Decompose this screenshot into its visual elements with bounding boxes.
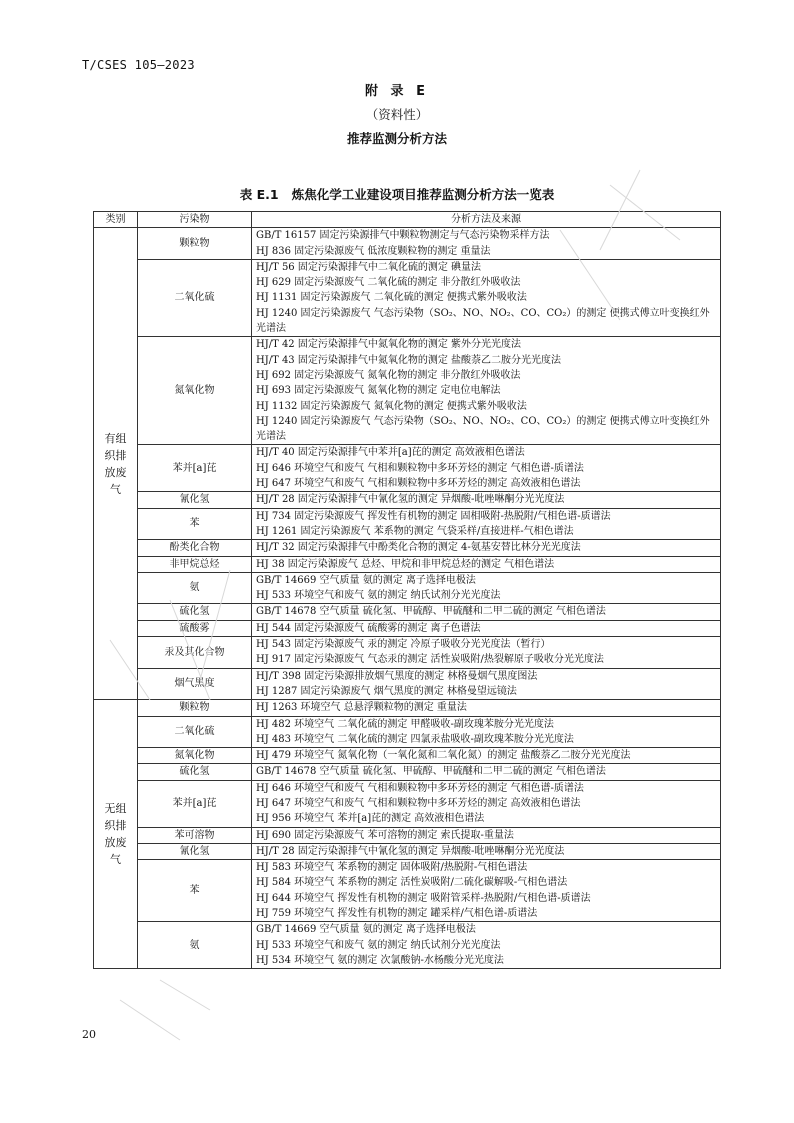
method-line: GB/T 14669 空气质量 氨的测定 离子选择电极法 bbox=[256, 924, 476, 936]
method-line: HJ 584 环境空气 苯系物的测定 活性炭吸附/二硫化碳解吸-气相色谱法 bbox=[256, 877, 568, 889]
table-row bbox=[94, 259, 721, 336]
method-cell bbox=[252, 604, 721, 620]
pollutant-cell: 氨 bbox=[138, 922, 252, 969]
method-line: HJ 479 环境空气 氮氧化物（一氧化氮和二氧化氮）的测定 盐酸萘乙二胺分光光度法 bbox=[256, 750, 631, 762]
method-cell bbox=[252, 445, 721, 492]
table-row bbox=[94, 228, 721, 260]
method-line: HJ 1240 固定污染源废气 气态污染物（SO₂、NO、NO₂、CO、CO₂）的测定 便携式傅立叶变换红外光谱法 bbox=[256, 415, 710, 443]
table-row bbox=[94, 556, 721, 572]
table-row bbox=[94, 637, 721, 669]
method-line: HJ 759 环境空气 挥发性有机物的测定 罐采样/气相色谱-质谱法 bbox=[256, 908, 538, 920]
category-cell bbox=[94, 700, 138, 969]
table-row bbox=[94, 827, 721, 843]
method-cell bbox=[252, 492, 721, 508]
category-label: 有组织排放废气 bbox=[104, 431, 127, 496]
method-line: HJ/T 42 固定污染源排气中氮氧化物的测定 紫外分光光度法 bbox=[256, 339, 522, 351]
method-line: GB/T 14678 空气质量 硫化氢、甲硫醇、甲硫醚和二甲二硫的测定 气相色谱法 bbox=[256, 606, 606, 618]
table-row bbox=[94, 843, 721, 859]
pollutant-cell: 苯 bbox=[138, 508, 252, 540]
method-cell bbox=[252, 716, 721, 748]
method-line: HJ 1132 固定污染源废气 氮氧化物的测定 便携式紫外吸收法 bbox=[256, 400, 527, 412]
method-line: HJ 646 环境空气和废气 气相和颗粒物中多环芳烃的测定 气相色谱-质谱法 bbox=[256, 462, 584, 474]
pollutant-cell: 二氧化硫 bbox=[138, 716, 252, 748]
method-line: HJ 647 环境空气和废气 气相和颗粒物中多环芳烃的测定 高效液相色谱法 bbox=[256, 797, 581, 809]
table-row bbox=[94, 445, 721, 492]
method-line: HJ/T 56 固定污染源排气中二氧化硫的测定 碘量法 bbox=[256, 261, 482, 273]
table-header-row bbox=[94, 212, 721, 228]
table-caption-title: 炼焦化学工业建设项目推荐监测分析方法一览表 bbox=[291, 187, 555, 202]
table-row bbox=[94, 764, 721, 780]
methods-table bbox=[93, 211, 721, 969]
method-cell bbox=[252, 572, 721, 604]
pollutant-cell: 二氧化硫 bbox=[138, 259, 252, 336]
method-cell bbox=[252, 922, 721, 969]
method-line: HJ 693 固定污染源废气 氮氧化物的测定 定电位电解法 bbox=[256, 385, 501, 397]
pollutant-cell: 硫化氢 bbox=[138, 604, 252, 620]
method-cell bbox=[252, 748, 721, 764]
table-row bbox=[94, 508, 721, 540]
pollutant-cell: 氰化氢 bbox=[138, 843, 252, 859]
method-line: HJ 1287 固定污染源废气 烟气黑度的测定 林格曼望远镜法 bbox=[256, 685, 517, 697]
method-line: HJ/T 43 固定污染源排气中氮氧化物的测定 盐酸萘乙二胺分光光度法 bbox=[256, 354, 562, 366]
method-line: HJ 483 环境空气 二氧化硫的测定 四氯汞盐吸收-副玫瑰苯胺分光光度法 bbox=[256, 733, 574, 745]
method-line: HJ 956 环境空气 苯并[a]芘的测定 高效液相色谱法 bbox=[256, 813, 485, 825]
pollutant-cell: 氮氧化物 bbox=[138, 748, 252, 764]
method-line: HJ 583 环境空气 苯系物的测定 固体吸附/热脱附-气相色谱法 bbox=[256, 862, 528, 874]
method-line: GB/T 14678 空气质量 硫化氢、甲硫醇、甲硫醚和二甲二硫的测定 气相色谱法 bbox=[256, 766, 606, 778]
method-cell bbox=[252, 620, 721, 636]
method-line: HJ/T 28 固定污染源排气中氰化氢的测定 异烟酸-吡唑啉酮分光光度法 bbox=[256, 494, 565, 506]
method-line: HJ 836 固定污染源废气 低浓度颗粒物的测定 重量法 bbox=[256, 245, 491, 257]
method-cell bbox=[252, 827, 721, 843]
method-cell bbox=[252, 556, 721, 572]
method-cell bbox=[252, 259, 721, 336]
method-cell bbox=[252, 843, 721, 859]
pollutant-cell: 非甲烷总烃 bbox=[138, 556, 252, 572]
table-caption bbox=[0, 185, 794, 203]
method-line: HJ 644 环境空气 挥发性有机物的测定 吸附管采样-热脱附/气相色谱-质谱法 bbox=[256, 892, 591, 904]
table-row bbox=[94, 337, 721, 445]
method-line: HJ 647 环境空气和废气 气相和颗粒物中多环芳烃的测定 高效液相色谱法 bbox=[256, 478, 581, 490]
table-row bbox=[94, 604, 721, 620]
pollutant-cell: 氰化氢 bbox=[138, 492, 252, 508]
pollutant-cell: 氮氧化物 bbox=[138, 337, 252, 445]
table-body bbox=[94, 228, 721, 969]
table-row bbox=[94, 700, 721, 716]
method-cell bbox=[252, 228, 721, 260]
pollutant-cell: 酚类化合物 bbox=[138, 540, 252, 556]
method-line: HJ 1131 固定污染源废气 二氧化硫的测定 便携式紫外吸收法 bbox=[256, 292, 527, 304]
method-line: HJ 692 固定污染源废气 氮氧化物的测定 非分散红外吸收法 bbox=[256, 369, 521, 381]
table-row bbox=[94, 748, 721, 764]
method-line: HJ 38 固定污染源废气 总烃、甲烷和非甲烷总烃的测定 气相色谱法 bbox=[256, 558, 555, 570]
method-cell bbox=[252, 700, 721, 716]
pollutant-cell: 硫酸雾 bbox=[138, 620, 252, 636]
pollutant-cell: 汞及其化合物 bbox=[138, 637, 252, 669]
table-row bbox=[94, 668, 721, 700]
method-line: HJ 734 固定污染源废气 挥发性有机物的测定 固相吸附-热脱附/气相色谱-质谱法 bbox=[256, 510, 611, 522]
method-line: HJ 1261 固定污染源废气 苯系物的测定 气袋采样/直接进样-气相色谱法 bbox=[256, 525, 574, 537]
document-code: T/CSES 105—2023 bbox=[82, 58, 195, 72]
method-line: HJ 482 环境空气 二氧化硫的测定 甲醛吸收-副玫瑰苯胺分光光度法 bbox=[256, 718, 554, 730]
appendix-name: 推荐监测分析方法 bbox=[346, 131, 447, 146]
method-line: GB/T 14669 空气质量 氨的测定 离子选择电极法 bbox=[256, 574, 476, 586]
column-header-category: 类别 bbox=[94, 212, 138, 228]
column-header-method: 分析方法及来源 bbox=[252, 212, 721, 228]
table-row bbox=[94, 860, 721, 922]
column-header-pollutant: 污染物 bbox=[138, 212, 252, 228]
method-line: HJ 543 固定污染源废气 汞的测定 冷原子吸收分光光度法（暂行） bbox=[256, 639, 551, 651]
method-line: HJ 534 环境空气 氨的测定 次氯酸钠-水杨酸分光光度法 bbox=[256, 954, 504, 966]
table-row bbox=[94, 780, 721, 827]
category-cell bbox=[94, 228, 138, 700]
appendix-title: 附 录 E bbox=[365, 84, 429, 99]
page-number: 20 bbox=[82, 1028, 96, 1041]
method-line: HJ/T 398 固定污染源排放烟气黑度的测定 林格曼烟气黑度图法 bbox=[256, 670, 538, 682]
method-line: HJ/T 40 固定污染源排气中苯并[a]芘的测定 高效液相色谱法 bbox=[256, 447, 525, 459]
method-line: HJ/T 28 固定污染源排气中氰化氢的测定 异烟酸-吡唑啉酮分光光度法 bbox=[256, 845, 565, 857]
method-line: HJ 533 环境空气和废气 氨的测定 纳氏试剂分光光度法 bbox=[256, 939, 501, 951]
method-cell bbox=[252, 540, 721, 556]
table-row bbox=[94, 716, 721, 748]
method-line: HJ 629 固定污染源废气 二氧化硫的测定 非分散红外吸收法 bbox=[256, 277, 521, 289]
appendix-nature: （资料性） bbox=[365, 107, 429, 122]
pollutant-cell: 苯并[a]芘 bbox=[138, 780, 252, 827]
method-cell bbox=[252, 860, 721, 922]
pollutant-cell: 颗粒物 bbox=[138, 228, 252, 260]
pollutant-cell: 苯 bbox=[138, 860, 252, 922]
watermark-stroke bbox=[120, 980, 210, 1040]
pollutant-cell: 苯并[a]芘 bbox=[138, 445, 252, 492]
method-cell bbox=[252, 337, 721, 445]
method-line: HJ 1240 固定污染源废气 气态污染物（SO₂、NO、NO₂、CO、CO₂）的测定 便携式傅立叶变换红外光谱法 bbox=[256, 307, 710, 335]
method-cell bbox=[252, 780, 721, 827]
table-row bbox=[94, 540, 721, 556]
method-line: HJ 544 固定污染源废气 硫酸雾的测定 离子色谱法 bbox=[256, 622, 481, 634]
table-row bbox=[94, 492, 721, 508]
table-row bbox=[94, 922, 721, 969]
table-caption-number: 表 E.1 bbox=[239, 187, 279, 202]
method-cell bbox=[252, 764, 721, 780]
method-cell bbox=[252, 508, 721, 540]
method-line: GB/T 16157 固定污染源排气中颗粒物测定与气态污染物采样方法 bbox=[256, 230, 550, 242]
pollutant-cell: 颗粒物 bbox=[138, 700, 252, 716]
method-line: HJ 646 环境空气和废气 气相和颗粒物中多环芳烃的测定 气相色谱-质谱法 bbox=[256, 782, 584, 794]
category-label: 无组织排放废气 bbox=[104, 802, 127, 867]
method-line: HJ 690 固定污染源废气 苯可溶物的测定 索氏提取-重量法 bbox=[256, 829, 514, 841]
table-row bbox=[94, 620, 721, 636]
method-cell bbox=[252, 637, 721, 669]
pollutant-cell: 苯可溶物 bbox=[138, 827, 252, 843]
table-row bbox=[94, 572, 721, 604]
pollutant-cell: 硫化氢 bbox=[138, 764, 252, 780]
method-line: HJ 533 环境空气和废气 氨的测定 纳氏试剂分光光度法 bbox=[256, 590, 501, 602]
pollutant-cell: 烟气黑度 bbox=[138, 668, 252, 700]
method-cell bbox=[252, 668, 721, 700]
method-line: HJ 917 固定污染源废气 气态汞的测定 活性炭吸附/热裂解原子吸收分光光度法 bbox=[256, 654, 604, 666]
method-line: HJ/T 32 固定污染源排气中酚类化合物的测定 4-氨基安替比林分光光度法 bbox=[256, 542, 581, 554]
method-line: HJ 1263 环境空气 总悬浮颗粒物的测定 重量法 bbox=[256, 702, 467, 714]
pollutant-cell: 氨 bbox=[138, 572, 252, 604]
